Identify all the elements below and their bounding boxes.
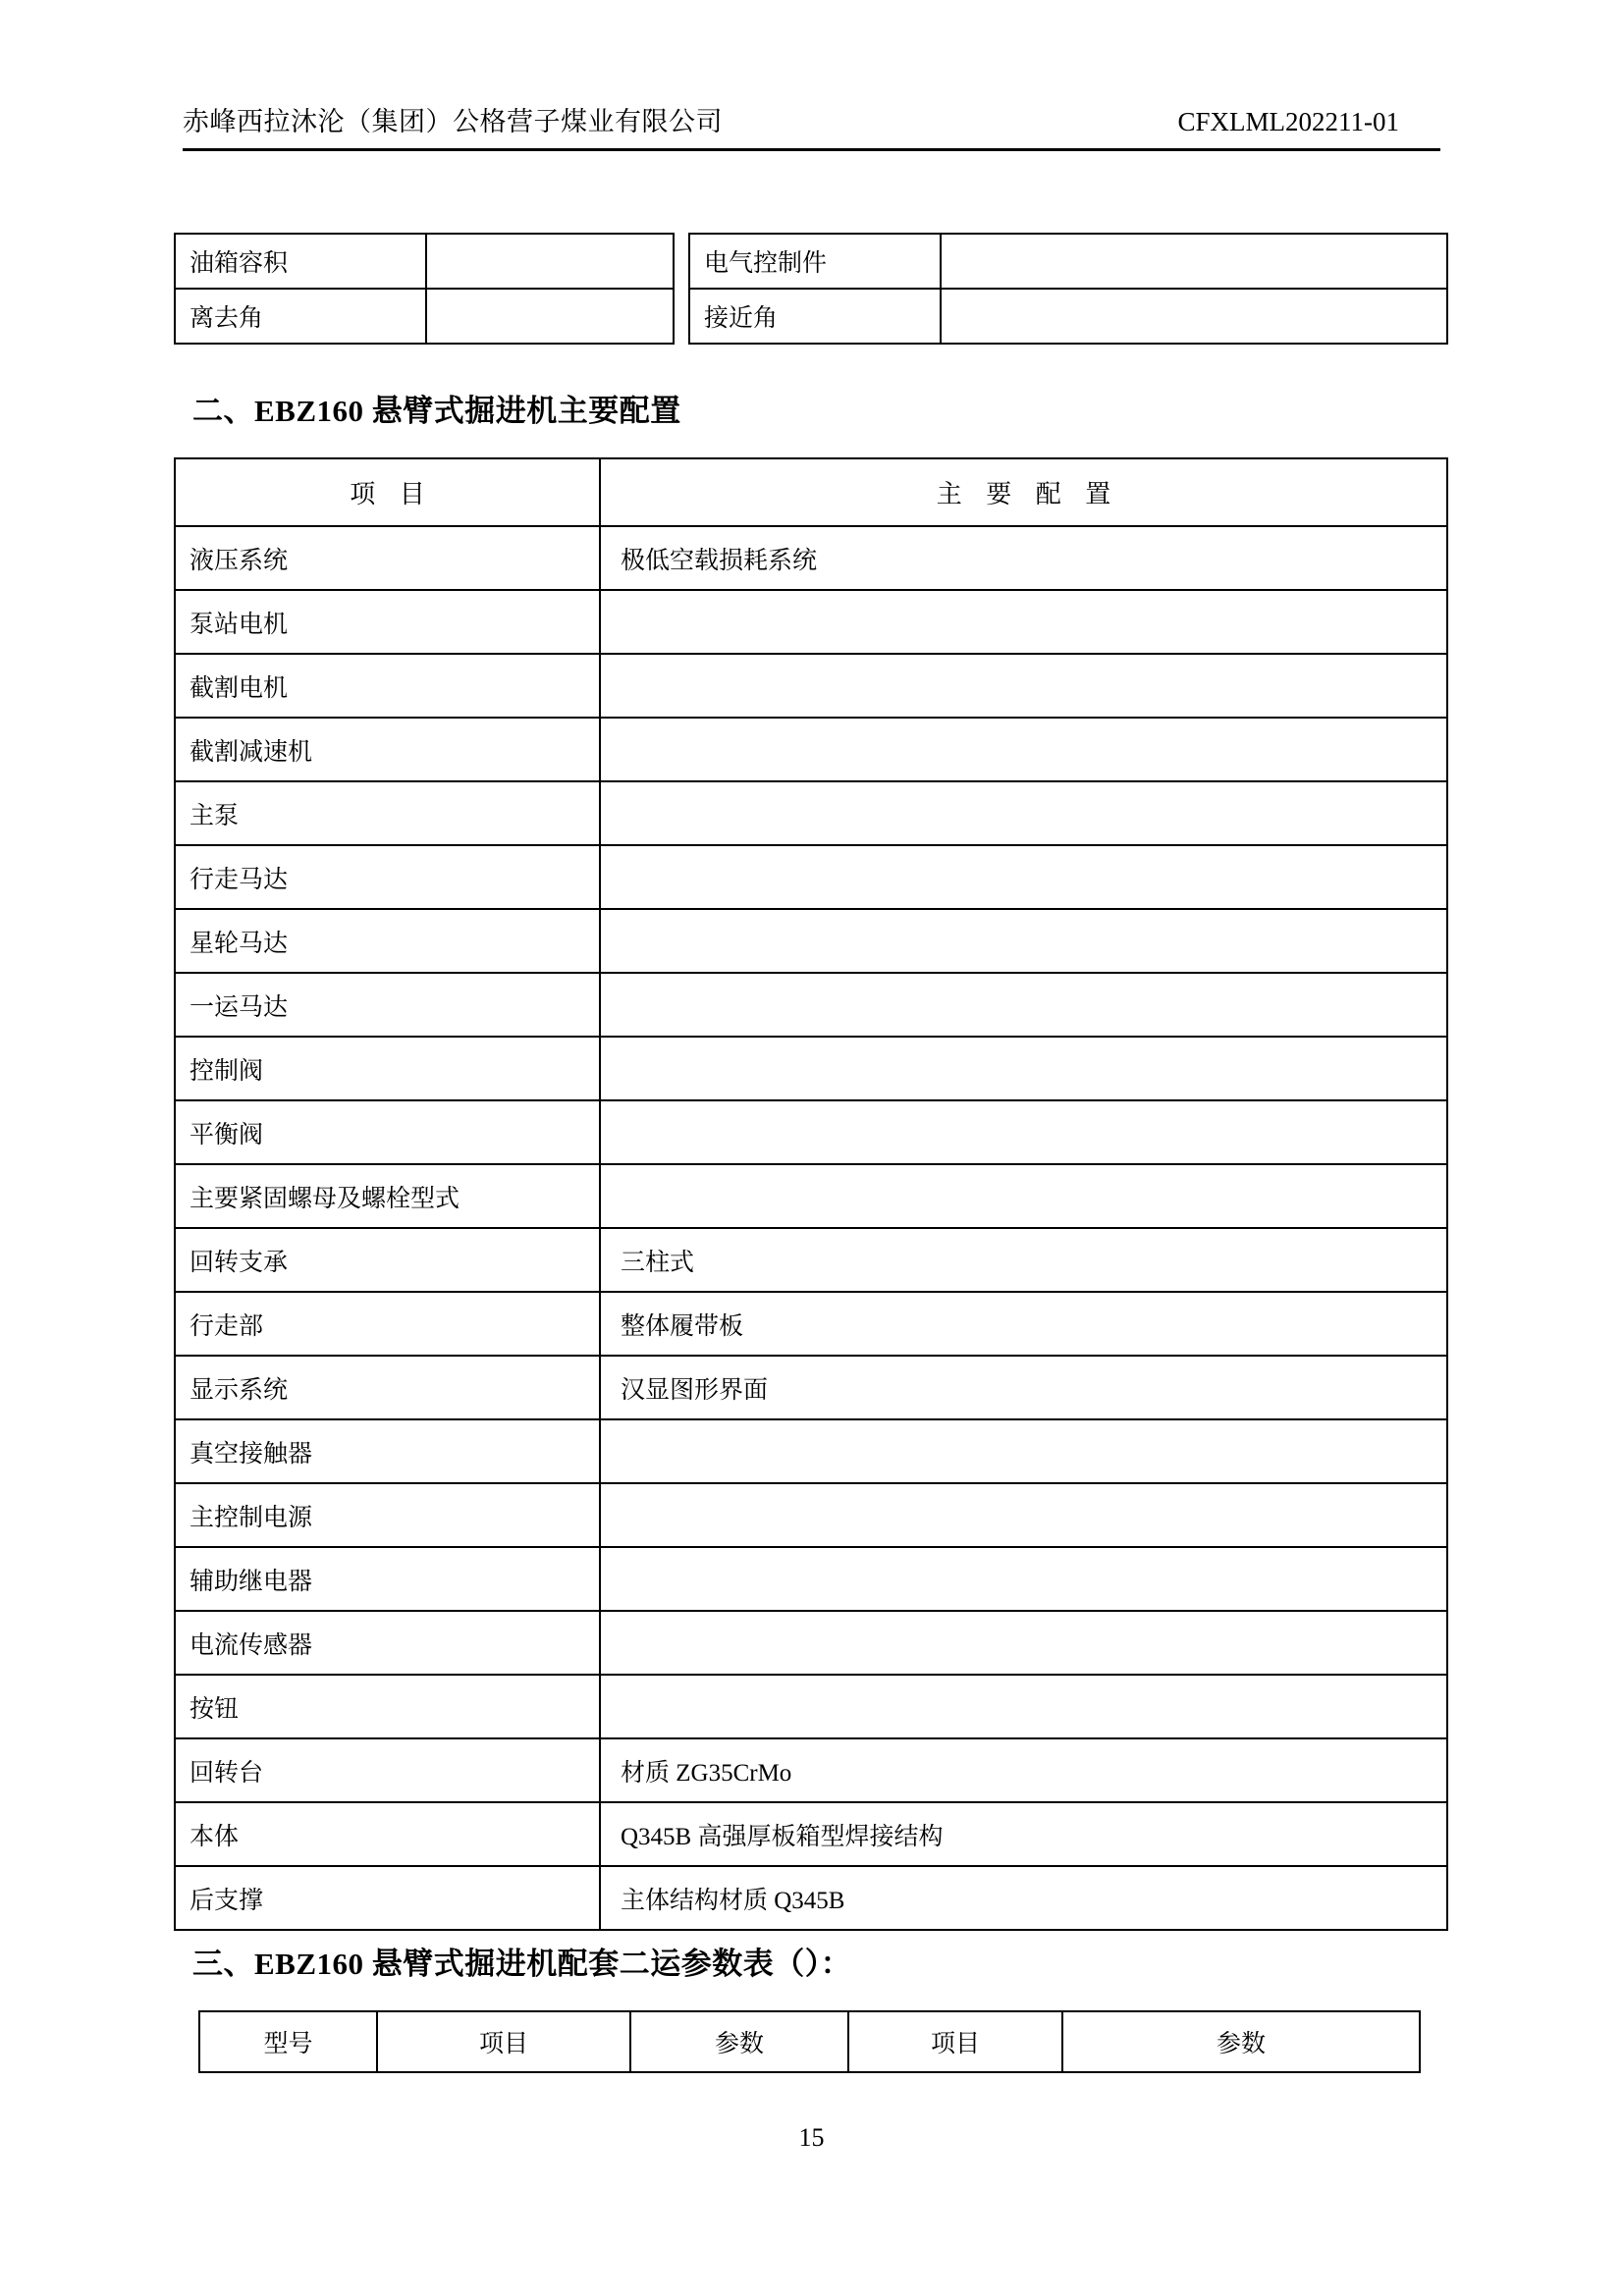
table-row (175, 1356, 1447, 1419)
config-item-value (600, 1675, 1447, 1738)
table-row (175, 1611, 1447, 1675)
table-row (175, 1037, 1447, 1100)
config-item-value (600, 1419, 1447, 1483)
main-configuration-table (174, 457, 1448, 1931)
bottom-column-header-model: 型号 (199, 2011, 377, 2072)
table-row (175, 909, 1447, 973)
config-item-label: 一运马达 (175, 973, 600, 1037)
config-item-label: 电流传感器 (175, 1611, 600, 1675)
top-row-0-label-right: 电气控制件 (689, 234, 941, 289)
config-item-value: 极低空载损耗系统 (600, 526, 1447, 590)
table-row (175, 1100, 1447, 1164)
section-two-model: EBZ160 (254, 394, 364, 428)
table-row (175, 1419, 1447, 1483)
config-item-label: 截割电机 (175, 654, 600, 718)
section-three-heading (192, 1939, 851, 1983)
config-item-value (600, 973, 1447, 1037)
table-row (175, 1164, 1447, 1228)
config-item-label: 主要紧固螺母及螺栓型式 (175, 1164, 600, 1228)
table-row (175, 1738, 1447, 1802)
table-row (175, 1483, 1447, 1547)
config-item-label: 后支撑 (175, 1866, 600, 1930)
config-item-value (600, 1611, 1447, 1675)
column-header-item: 项 目 (175, 458, 600, 526)
config-item-value (600, 909, 1447, 973)
table-row (175, 1228, 1447, 1292)
table-row (175, 234, 1447, 289)
config-item-label: 回转支承 (175, 1228, 600, 1292)
top-row-1-label-left: 离去角 (175, 289, 426, 344)
table-row (175, 654, 1447, 718)
config-item-value (600, 1547, 1447, 1611)
table-row (175, 1866, 1447, 1930)
table-row (175, 590, 1447, 654)
top-row-1-label-right: 接近角 (689, 289, 941, 344)
config-item-label: 星轮马达 (175, 909, 600, 973)
top-row-1-value-left (426, 289, 674, 344)
config-item-label: 泵站电机 (175, 590, 600, 654)
top-row-1-value-right (941, 289, 1447, 344)
section-three-number: 三、 (192, 1947, 254, 1981)
config-item-value (600, 590, 1447, 654)
config-item-value (600, 845, 1447, 909)
config-item-value (600, 1483, 1447, 1547)
config-item-label: 截割减速机 (175, 718, 600, 781)
table-column-divider (674, 289, 689, 344)
config-item-label: 辅助继电器 (175, 1547, 600, 1611)
config-item-value: Q345B 高强厚板箱型焊接结构 (600, 1802, 1447, 1866)
config-item-label: 主泵 (175, 781, 600, 845)
table-row (175, 1292, 1447, 1356)
bottom-column-header-param-2: 参数 (1062, 2011, 1420, 2072)
section-two-number: 二、 (192, 394, 254, 428)
bottom-column-header-param-1: 参数 (630, 2011, 848, 2072)
config-item-value: 汉显图形界面 (600, 1356, 1447, 1419)
header-document-code: CFXLML202211-01 (1177, 107, 1399, 136)
config-item-label: 控制阀 (175, 1037, 600, 1100)
section-three-title: 悬臂式掘进机配套二运参数表（）： (371, 1947, 852, 1981)
config-item-value (600, 781, 1447, 845)
table-header-row (175, 458, 1447, 526)
config-item-value (600, 654, 1447, 718)
page-running-header (183, 106, 1440, 151)
config-item-label: 按钮 (175, 1675, 600, 1738)
table-row (175, 289, 1447, 344)
bottom-column-header-item-2: 项目 (848, 2011, 1062, 2072)
config-item-label: 本体 (175, 1802, 600, 1866)
secondary-conveyor-params-table (198, 2010, 1421, 2073)
table-row (175, 526, 1447, 590)
column-header-config: 主 要 配 置 (600, 458, 1447, 526)
config-item-label: 回转台 (175, 1738, 600, 1802)
config-item-label: 主控制电源 (175, 1483, 600, 1547)
config-item-value (600, 718, 1447, 781)
config-item-label: 行走部 (175, 1292, 600, 1356)
page-number: 15 (798, 2123, 825, 2152)
config-item-value: 材质 ZG35CrMo (600, 1738, 1447, 1802)
config-item-label: 真空接触器 (175, 1419, 600, 1483)
top-parameters-table (174, 233, 1448, 345)
config-item-value (600, 1037, 1447, 1100)
config-item-value: 三柱式 (600, 1228, 1447, 1292)
table-row (175, 718, 1447, 781)
section-three-model: EBZ160 (254, 1947, 364, 1981)
table-row (175, 1802, 1447, 1866)
top-row-0-label-left: 油箱容积 (175, 234, 426, 289)
bottom-column-header-item-1: 项目 (377, 2011, 630, 2072)
table-row (175, 1547, 1447, 1611)
table-header-row (199, 2011, 1420, 2072)
table-row (175, 781, 1447, 845)
config-item-value: 整体履带板 (600, 1292, 1447, 1356)
header-company-name: 赤峰西拉沐沦（集团）公格营子煤业有限公司 (183, 107, 723, 136)
section-two-title: 悬臂式掘进机主要配置 (371, 394, 681, 428)
section-two-heading (192, 386, 681, 430)
config-item-value (600, 1164, 1447, 1228)
config-item-label: 平衡阀 (175, 1100, 600, 1164)
config-item-value (600, 1100, 1447, 1164)
table-column-divider (674, 234, 689, 289)
config-item-label: 显示系统 (175, 1356, 600, 1419)
config-item-value: 主体结构材质 Q345B (600, 1866, 1447, 1930)
table-row (175, 973, 1447, 1037)
table-row (175, 845, 1447, 909)
top-row-0-value-right (941, 234, 1447, 289)
config-item-label: 液压系统 (175, 526, 600, 590)
top-row-0-value-left (426, 234, 674, 289)
config-item-label: 行走马达 (175, 845, 600, 909)
table-row (175, 1675, 1447, 1738)
